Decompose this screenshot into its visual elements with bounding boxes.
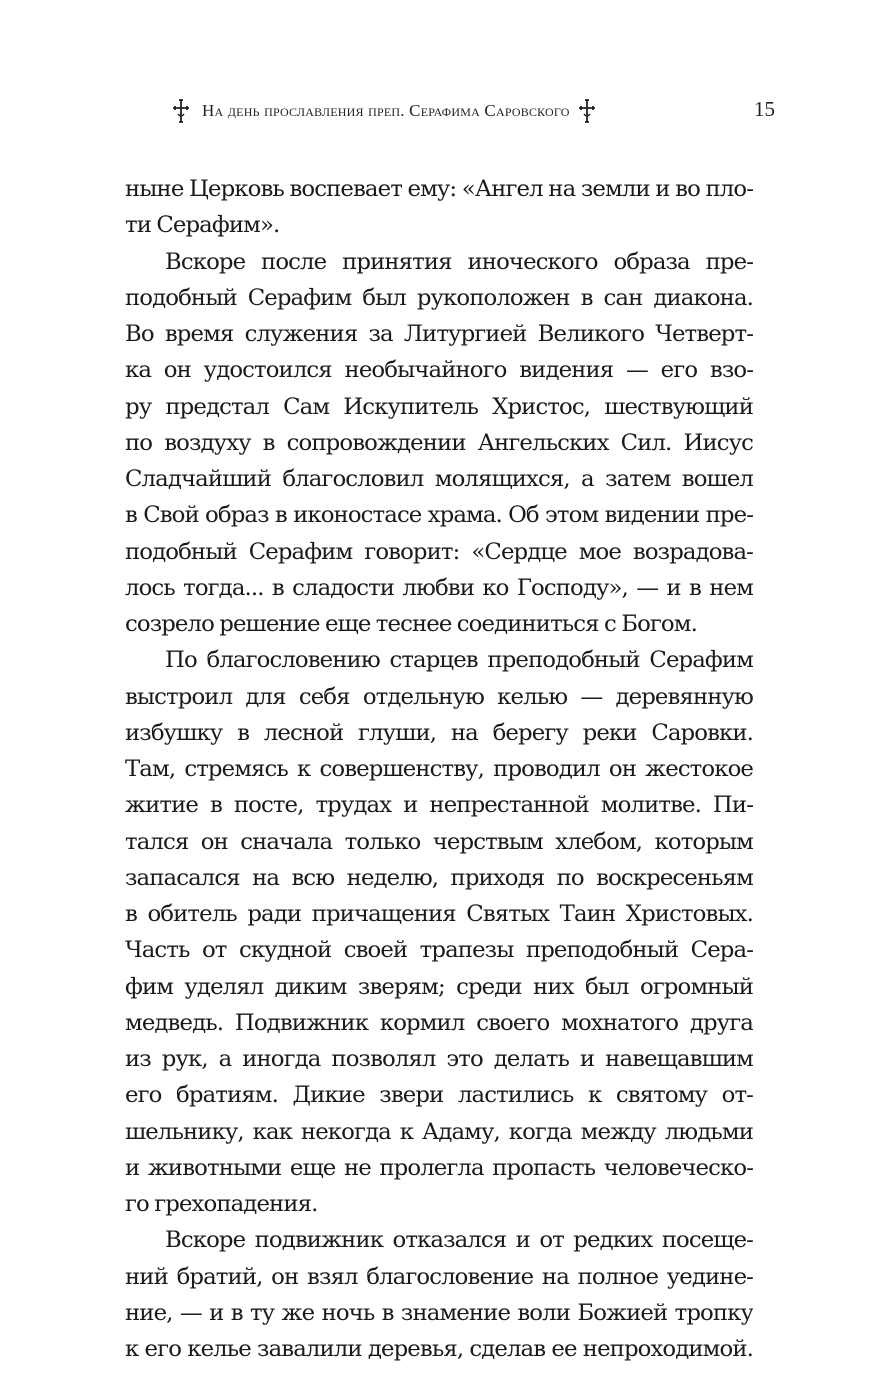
text-line: в Свой образ в иконостасе храма. Об этом видении пре- [125, 502, 753, 529]
cross-ornament-right-icon [576, 99, 598, 123]
text-line: Во время служения за Литургией Великого Четверт- [125, 321, 753, 347]
text-line: го грехопадения. [125, 1191, 318, 1217]
text-line: Там, стремясь к совершенству, проводил он жестокое [125, 756, 753, 782]
text-line: его братиям. Дикие звери ластились к святому от- [125, 1082, 753, 1109]
cross-ornament-left-icon [170, 99, 192, 123]
text-line: созрело решение еще теснее соединиться с Богом. [125, 611, 697, 637]
text-line: запасался на всю неделю, приходя по воскресеньям [125, 864, 753, 891]
text-line: ний братий, он взял благословение на полное уедине- [125, 1263, 753, 1290]
text-line: в обитель ради причащения Святых Таин Христовых. [125, 901, 753, 927]
text-line: лось тогда... в сладости любви ко Господу», — и в нем [125, 574, 753, 601]
running-header [170, 96, 775, 126]
running-header-title: На день прославления преп. Серафима Саровского [202, 101, 570, 120]
paragraph-3 [125, 642, 753, 1222]
body-text [125, 171, 753, 1367]
text-line: ти Серафим». [125, 212, 280, 239]
text-line: ние, — и в ту же ночь в знамение воли Божией тропку [125, 1299, 753, 1326]
text-line: медведь. Подвижник кормил своего мохнатого друга [125, 1009, 753, 1036]
paragraph-1 [125, 171, 753, 244]
text-line: из рук, а иногда позволял это делать и навещавшим [125, 1046, 753, 1072]
text-line: подобный Серафим был рукоположен в сан диакона. [125, 284, 753, 311]
text-line: ка он удостоился необычайного видения — его взо- [125, 357, 753, 384]
text-line: по воздуху в сопровождении Ангельских Сил. Иисус [125, 429, 753, 456]
text-line: подобный Серафим говорит: «Сердце мое возрадова- [125, 538, 753, 565]
text-line: к его келье завалили деревья, сделав ее непроходимой. [125, 1336, 753, 1362]
paragraph-2 [125, 244, 753, 643]
text-line: выстроил для себя отдельную келью — деревянную [125, 683, 753, 710]
text-line: Часть от скудной своей трапезы преподобный Сера- [125, 937, 753, 964]
paragraph-4 [125, 1222, 753, 1367]
text-line: избушку в лесной глуши, на берегу реки Саровки. [125, 719, 753, 746]
text-line: фим уделял диким зверям; среди них был огромный [125, 973, 753, 1000]
text-line: ныне Церковь воспевает ему: «Ангел на земли и во пло- [125, 176, 753, 202]
text-line: Вскоре после принятия иноческого образа пре- [165, 248, 753, 275]
text-line: тался он сначала только черствым хлебом, которым [125, 828, 753, 855]
text-line: Вскоре подвижник отказался и от редких посеще- [165, 1227, 753, 1254]
text-line: житие в посте, трудах и непрестанной молитве. Пи- [125, 792, 753, 819]
text-line: шельнику, как некогда к Адаму, когда между людьми [125, 1118, 753, 1145]
text-line: Сладчайший благословил молящихся, а затем вошел [125, 466, 753, 492]
text-line: ру предстал Сам Искупитель Христос, шествующий [125, 393, 753, 420]
page-number: 15 [754, 97, 775, 121]
text-line: По благословению старцев преподобный Серафим [165, 647, 753, 674]
text-line: и животными еще не пролегла пропасть человеческо- [125, 1154, 753, 1181]
